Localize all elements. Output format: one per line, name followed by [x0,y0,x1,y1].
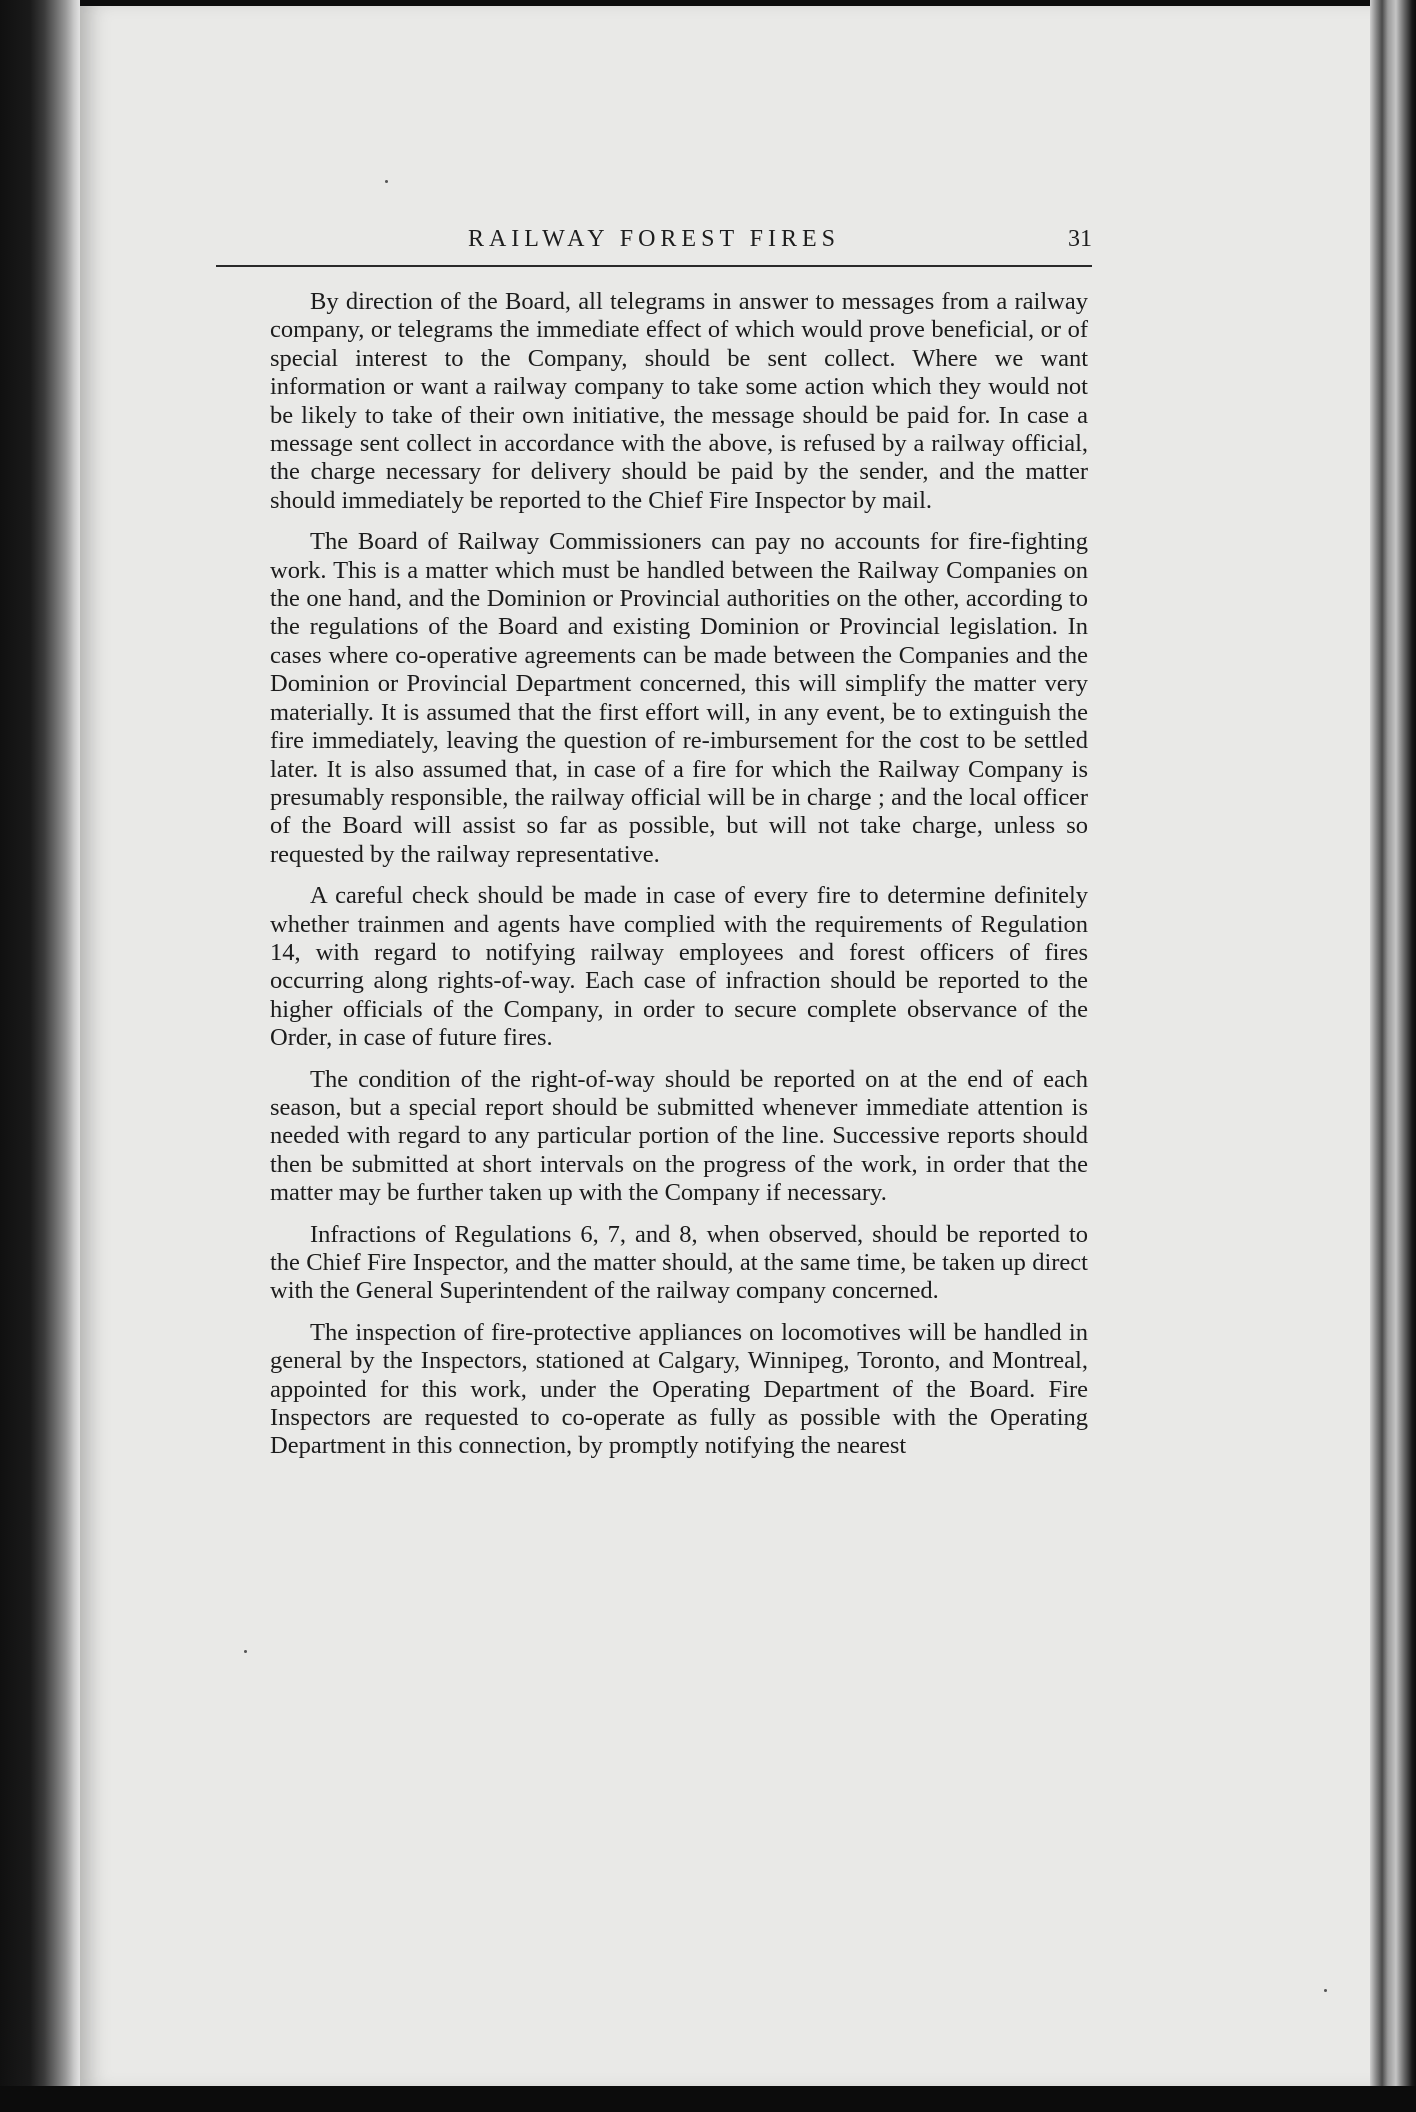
paragraph-careful-check: A careful check should be made in case of every fire to determine definitely whether trainmen and agents have complied with the requirements of Regulation 14, with regard to notifying railway employees and forest officers of fires occurring along rights-of-way. Each case of infraction should be reported to the higher officials of the Company, in order to secure complete observance of the Order, in case of future fires. [270,882,1088,1052]
paragraph-telegrams: By direction of the Board, all telegrams in answer to messages from a railway company, or telegrams the immediate effect of which would prove beneficial, or of special interest to the Company, should be sent collect. Where we want information or want a railway company to take some action which they would not be likely to take of their own initiative, the message should be paid for. In case a message sent collect in accordance with the above, is refused by a railway official, the charge necessary for delivery should be paid by the sender, and the matter should immediately be reported to the Chief Fire Inspector by mail. [270,288,1088,514]
paragraph-inspection: The inspection of fire-protective appliances on locomotives will be handled in general by the Inspectors, stationed at Calgary, Winnipeg, Toronto, and Montreal, appointed for this work, under the Operating Department of the Board. Fire Inspectors are requested to co-operate as fully as possible with the Operating Department in this connection, by promptly notifying the nearest [270,1318,1088,1460]
page-speck [1324,1989,1327,1992]
running-title: RAILWAY FOREST FIRES [467,226,841,252]
page-speck [385,180,388,183]
paragraph-infractions: Infractions of Regulations 6, 7, and 8, when observed, should be reported to the Chief Fire Inspector, and the matter should, at the same time, be taken up direct with the General Superintendent of the railway company concerned. [270,1220,1088,1305]
header-rule [216,265,1092,267]
page-speck [244,1650,247,1653]
book-binding-left [0,0,80,2112]
scan-border-bottom [0,2086,1416,2112]
page-number: 31 [1068,226,1092,252]
page-stack-edge [1370,0,1416,2112]
paragraph-right-of-way: The condition of the right-of-way should be reported on at the end of each season, but a special report should be submitted whenever immediate attention is needed with regard to any particular portion of the line. Successive reports should then be submitted at short intervals on the progress of the work, in order that the matter may be further taken up with the Company if necessary. [270,1065,1088,1207]
running-header [216,222,1092,262]
body-text [270,288,1088,1474]
paragraph-fire-fighting-accounts: The Board of Railway Commissioners can pay no accounts for fire-fighting work. This is a matter which must be handled between the Railway Companies on the one hand, and the Dominion or Provincial authorities on the other, according to the regulations of the Board and existing Dominion or Provincial legislation. In cases where co-operative agreements can be made between the Companies and the Dominion or Provincial Department concerned, this will simplify the matter very materially. It is assumed that the first effort will, in any event, be to extinguish the fire immediately, leaving the question of re-imbursement for the cost to be settled later. It is also assumed that, in case of a fire for which the Railway Company is presumably responsible, the railway official will be in charge ; and the local officer of the Board will assist so far as possible, but will not take charge, unless so requested by the railway representative. [270,528,1088,868]
